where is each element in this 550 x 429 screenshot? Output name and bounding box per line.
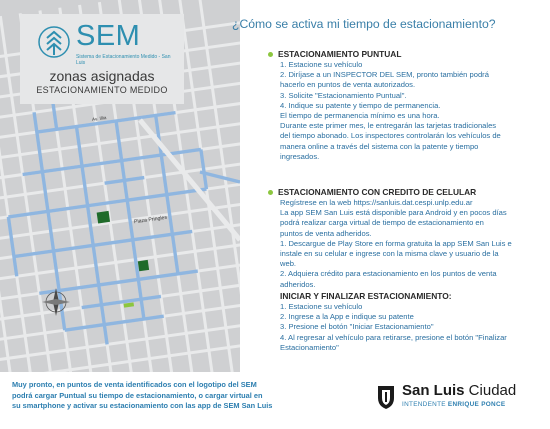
credito-line: 2. Adquiera crédito para estacionamiento en los puntos de venta — [280, 269, 497, 279]
puntual-line: ingresados. — [280, 151, 320, 161]
main-title: ¿Cómo se activa mi tiempo de estacionamiento? — [232, 17, 496, 31]
credito-subheading: INICIAR Y FINALIZAR ESTACIONAMIENTO: — [280, 291, 452, 301]
footer — [0, 372, 550, 429]
puntual-line: del tiempo abonado. Los inspectores controlarán los vehículos de — [280, 131, 501, 141]
puntual-line: 4. Indique su patente y tiempo de permanencia. — [280, 100, 441, 110]
footer-line: su smartphone y activar su estacionamiento con las app de SEM San Luis — [12, 401, 273, 410]
map-panel — [0, 0, 240, 372]
footer-line: Muy pronto, en puntos de venta identificados con el logotipo del SEM — [12, 380, 257, 389]
credito-step: 1. Estacione su vehículo — [280, 302, 363, 311]
footer-text — [12, 380, 348, 412]
puntual-line: Durante este primer mes, le entregarán las tarjetas tradicionales — [280, 121, 497, 131]
credito-step: 2. Ingrese a la App e indique su patente — [280, 312, 414, 322]
city-shield-icon — [376, 384, 396, 410]
credito-heading: ESTACIONAMIENTO CON CREDITO DE CELULAR — [278, 187, 477, 197]
city-name — [402, 382, 516, 399]
credito-line: La app SEM San Luis está disponible para Android y en pocos días — [280, 208, 507, 218]
street-label: Av. Illia — [91, 115, 107, 122]
puntual-line: 1. Estacione su vehículo — [280, 60, 363, 69]
credito-step: Estacionamiento" — [280, 342, 339, 352]
tree-logo-icon — [38, 24, 70, 64]
plaza-square — [97, 211, 110, 224]
credito-line: podrá realizar carga virtual de tiempo de estacionamiento en — [280, 218, 484, 228]
credito-line: 1. Descargue de Play Store en forma gratuita la app SEM San Luis e — [280, 238, 512, 248]
city-subtitle — [402, 401, 505, 408]
credito-step: 3. Presione el botón "Iniciar Estacionamiento" — [280, 322, 434, 332]
puntual-line: El tiempo de permanencia mínimo es una hora. — [280, 111, 440, 121]
bullet-icon — [268, 190, 273, 195]
credito-line: instale en su celular e ingrese con la misma clave y usuario de la — [280, 249, 499, 259]
credito-steps — [280, 302, 507, 353]
credito-step: 4. Al regresar al vehículo para retirarse, presione el botón "Finalizar — [280, 332, 507, 342]
puntual-heading: ESTACIONAMIENTO PUNTUAL — [278, 49, 402, 59]
credito-line: Regístrese en la web https://sanluis.dat.cespi.unlp.edu.ar — [280, 198, 473, 207]
credito-line: puntos de venta adheridos. — [280, 228, 372, 238]
park-square — [138, 260, 149, 271]
credito-line: web. — [280, 259, 297, 269]
city-name-rest: Ciudad — [464, 382, 517, 399]
puntual-line: 2. Diríjase a un INSPECTOR DEL SEM, pronto también podrá — [280, 70, 489, 80]
logo-subtitle: Sistema de Estacionamiento Medido - San Luis — [76, 54, 171, 66]
puntual-line: 3. Solicite "Estacionamiento Puntual". — [280, 90, 407, 100]
city-sub-plain: INTENDENTE — [402, 401, 448, 408]
puntual-line: hacerlo en puntos de venta autorizados. — [280, 80, 416, 90]
credito-body — [280, 198, 512, 290]
city-name-bold: San Luis — [402, 382, 465, 399]
zonas-subtitle: ESTACIONAMIENTO MEDIDO — [36, 85, 168, 95]
plaza-label: Plaza Pringles — [133, 214, 168, 226]
city-sub-bold: ENRIQUE PONCE — [447, 401, 506, 408]
puntual-line: manera online a través del sistema con la patente y tiempo — [280, 141, 479, 151]
puntual-body — [280, 60, 501, 162]
bullet-icon — [268, 52, 273, 57]
credito-line: adheridos. — [280, 279, 316, 289]
zonas-title: zonas asignadas — [49, 68, 155, 84]
sem-logo-box — [20, 14, 184, 104]
logo-title: SEM — [76, 20, 141, 52]
footer-line: podrá cargar Puntual su tiempo de estacionamiento, o cargar virtual en — [12, 390, 263, 400]
